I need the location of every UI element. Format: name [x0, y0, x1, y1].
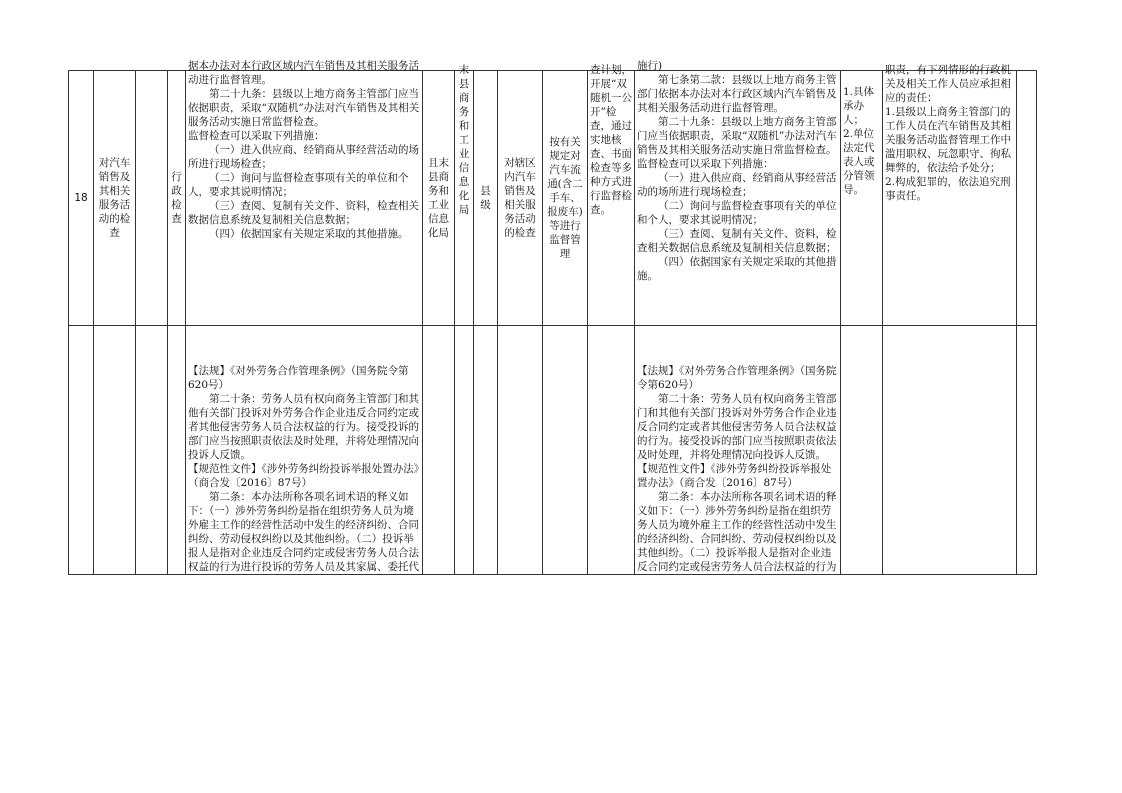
basis-line: 【法规】《对外劳务合作管理条例》（国务院令第620号）: [188, 365, 409, 391]
table-row: [69, 71, 1037, 326]
item-name-cell: 对汽车销售及其相关服务活动的检查: [94, 71, 136, 326]
basis-line: 第二十条：劳务人员有权向商务主管部门和其他有关部门投诉对外劳务合作企业违反合同约定或者其他侵害劳务人员合法权益的行为。接受投诉的部门应当按照职责依法及时处理，并将处理情况向投诉人反馈。: [188, 393, 419, 461]
accountability-line: 2.构成犯罪的，依法追究刑事责任。: [885, 176, 1011, 202]
basis-line: （四）依据国家有关规定采取的其他措施。: [209, 228, 409, 240]
accountability-line: 职责，有下列情形的行政机关及相关工作人员应承担相应的责任：: [885, 64, 1011, 104]
sub-item-cell: [136, 71, 168, 326]
category-cell: 行政检查: [168, 71, 186, 326]
basis-line: 监督检查可以采取下列措施：: [188, 130, 325, 142]
category-cell: [168, 326, 186, 575]
object-cell: 对辖区内汽车销售及相关服务活动的检查: [498, 71, 543, 326]
basis-line: 第二十九条：县级以上地方商务主管部门应当依据职责，采取“双随机”办法对汽车销售及其相关服务活动实施日常监督检查。: [188, 88, 420, 128]
accountability-cell: [883, 64, 1017, 326]
sub-item-cell: [136, 326, 168, 575]
basis-cell: [186, 60, 423, 326]
method-cell: [588, 326, 635, 575]
implementing-body-text: 末县商务和工业信息化局: [458, 64, 470, 216]
basis-line: 第二条：本办法所称各项名词术语的释义如下：（一）涉外劳务纠纷是指在组织劳务人员为境外雇主工作的经营性活动中发生的经济纠纷、合同纠纷、劳动侵权纠纷以及其他纠纷。（二）投诉举报人是指对企业违反合同约定或侵害劳务人员合法权益的行为进行投诉的劳务人员及其家属、委托代: [188, 491, 419, 573]
remarks-cell: [1017, 71, 1037, 326]
object-cell: [498, 326, 543, 575]
responsibility-line: 第二条：本办法所称各项名词术语的释义如下：（一）涉外劳务纠纷是指在组织劳务人员为境外雇主工作的经营性活动中发生的经济纠纷、合同纠纷、劳动侵权纠纷以及其他纠纷。（二）投诉举报人是指对企业违反合同约定或侵害劳务人员合法权益的行为: [637, 491, 837, 573]
accountability-cell: [883, 326, 1017, 575]
responsibility-cell: [635, 326, 841, 575]
level-cell: [474, 326, 498, 575]
implementing-body-cell: 且末县商务和工业信息化局: [423, 71, 455, 326]
power-list-table: [68, 60, 1037, 575]
subject-line: 1.具体承办人；: [843, 86, 875, 126]
content-cell: 按有关规定对汽车流通(含二手车、报废车)等进行监督管理: [543, 71, 588, 326]
seq-cell: [69, 326, 94, 575]
responsibility-line: （四）依据国家有关规定采取的其他措施。: [637, 256, 837, 282]
responsibility-line: 第二十条：劳务人员有权向商务主管部门和其他有关部门投诉对外劳务合作企业违反合同约定或者其他侵害劳务人员合法权益的行为。接受投诉的部门应当按照职责依法及时处理，并将处理情况向投诉人反馈。: [637, 393, 837, 461]
remarks-cell: [1017, 326, 1037, 575]
accountability-line: 1.县级以上商务主管部门的工作人员在汽车销售及其相关服务活动监督管理工作中滥用职权、玩忽职守、徇私舞弊的，依法给予处分；: [885, 106, 1011, 174]
implementing-body-cell-2: [455, 64, 474, 326]
seq-cell: 18: [69, 71, 94, 326]
method-cell: [588, 64, 635, 326]
content-cell: [543, 326, 588, 575]
responsibility-line: 【规范性文件】《涉外劳务纠纷投诉举报处置办法》（商合发〔2016〕87号）: [637, 463, 832, 489]
level-cell: 县级: [474, 71, 498, 326]
responsibility-line: （一）进入供应商、经销商从事经营活动的场所进行现场检查；: [637, 172, 837, 198]
responsibility-cell: [635, 60, 841, 326]
basis-line: （一）进入供应商、经销商从事经营活动的场所进行现场检查；: [188, 144, 419, 170]
basis-line: （三）查阅、复制有关文件、资料，检查相关数据信息系统及复制相关信息数据；: [188, 200, 419, 226]
basis-line: 据本办法对本行政区域内汽车销售及其相关服务活动进行监督管理。: [188, 60, 419, 86]
responsibility-line: 监督检查可以采取下列措施：: [637, 158, 774, 170]
responsibility-line: 【法规】《对外劳务合作管理条例》（国务院令第620号）: [637, 365, 837, 391]
table-row: [69, 326, 1037, 575]
subject-line: 2.单位法定代表人或分管领导。: [843, 128, 875, 196]
responsibility-line: 施行): [637, 60, 663, 72]
implementing-body-cell-2: [455, 326, 474, 575]
responsibility-line: 第二十九条：县级以上地方商务主管部门应当依据职责，采取“双随机”办法对汽车销售及其相关服务活动实施日常监督检查。: [637, 116, 837, 156]
basis-cell: [186, 326, 423, 575]
subject-cell: [841, 71, 883, 326]
responsibility-line: （二）询问与监督检查事项有关的单位和个人，要求其说明情况；: [637, 200, 837, 226]
responsibility-line: 第七条第二款：县级以上地方商务主管部门依据本办法对本行政区域内汽车销售及其相关服务活动进行监督管理。: [637, 74, 837, 114]
basis-line: 【规范性文件】《涉外劳务纠纷投诉举报处置办法》（商合发〔2016〕87号）: [188, 463, 419, 489]
implementing-body-cell: [423, 326, 455, 575]
basis-line: （二）询问与监督检查事项有关的单位和个人，要求其说明情况；: [188, 172, 409, 198]
responsibility-line: （三）查阅、复制有关文件、资料，检查相关数据信息系统及复制相关信息数据；: [637, 228, 837, 254]
subject-cell: [841, 326, 883, 575]
method-text: 查计划，开展“双随机一公开”检查，通过实地核查、书面检查等多种方式进行监督检查。: [590, 64, 632, 216]
item-name-cell: [94, 326, 136, 575]
